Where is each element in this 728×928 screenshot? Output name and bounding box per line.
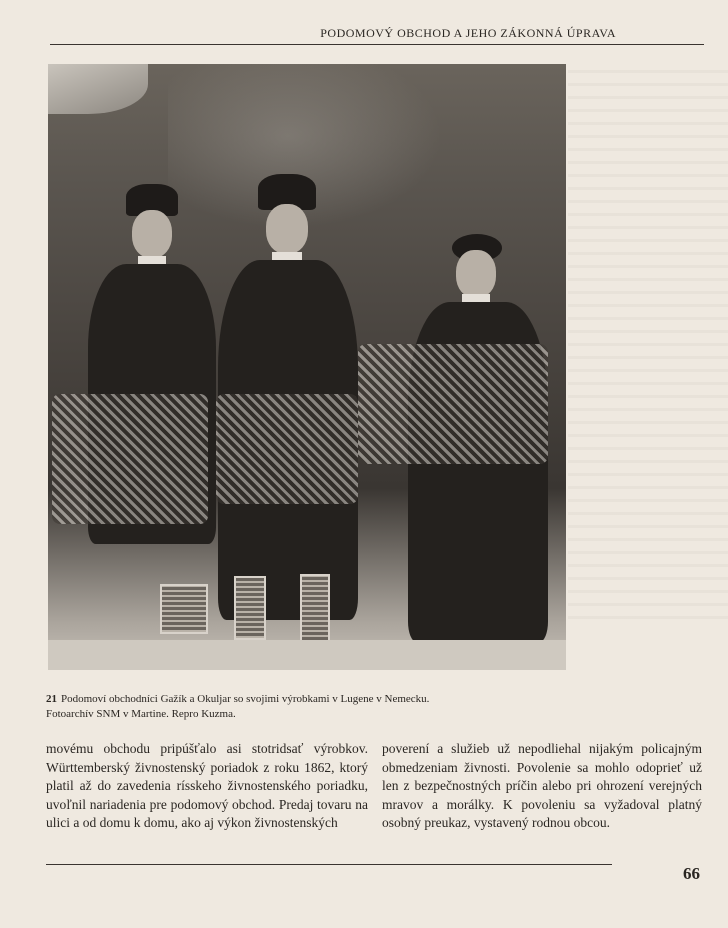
header-rule bbox=[50, 44, 704, 45]
footer-rule bbox=[46, 864, 612, 865]
curtain-drape bbox=[48, 64, 148, 114]
figure-number: 21 bbox=[46, 693, 57, 705]
grater-3 bbox=[160, 584, 208, 634]
wares-tray-right bbox=[358, 344, 548, 464]
photo-floor bbox=[48, 640, 566, 670]
facing-page-bleed bbox=[568, 60, 728, 620]
left-paragraph: movému obchodu pripúšťalo asi stotridsať výrobkov. Württemberský živnostenský poriadok z roku 1862, ktorý platil až do zavedenia rísskeho živnostenského poriadku, uvoľnil nariadenia pre podomový obchod. Predaj tovaru na ulici a od domu k domu, ako aj výkon živnostenských bbox=[46, 741, 368, 830]
page-number: 66 bbox=[683, 864, 700, 883]
wares-tray-middle bbox=[216, 394, 358, 504]
historical-photograph bbox=[48, 64, 566, 670]
vendor-left bbox=[88, 184, 218, 584]
figure-caption bbox=[46, 692, 566, 722]
wares-tray-left bbox=[52, 394, 208, 524]
grater-2 bbox=[300, 574, 330, 644]
running-head: PODOMOVÝ OBCHOD A JEHO ZÁKONNÁ ÚPRAVA bbox=[320, 26, 616, 40]
caption-line-2: Fotoarchív SNM v Martine. Repro Kuzma. bbox=[46, 708, 236, 720]
text-column-left bbox=[46, 740, 368, 833]
grater-1 bbox=[234, 576, 266, 640]
right-paragraph: poverení a služieb už nepodliehal nijakým policajným obmedzeniam živnosti. Povolenie sa mohlo odoprieť už len z bezpečnostných príčin alebo pri ohrození verejných mravov a morálky. K povoleniu sa vyžadoval platný osobný preukaz, vystavený rodnou obcou. bbox=[382, 741, 702, 830]
text-column-right bbox=[382, 740, 702, 833]
caption-line-1: Podomoví obchodníci Gažík a Okuljar so svojimi výrobkami v Lugene v Nemecku. bbox=[61, 693, 430, 705]
